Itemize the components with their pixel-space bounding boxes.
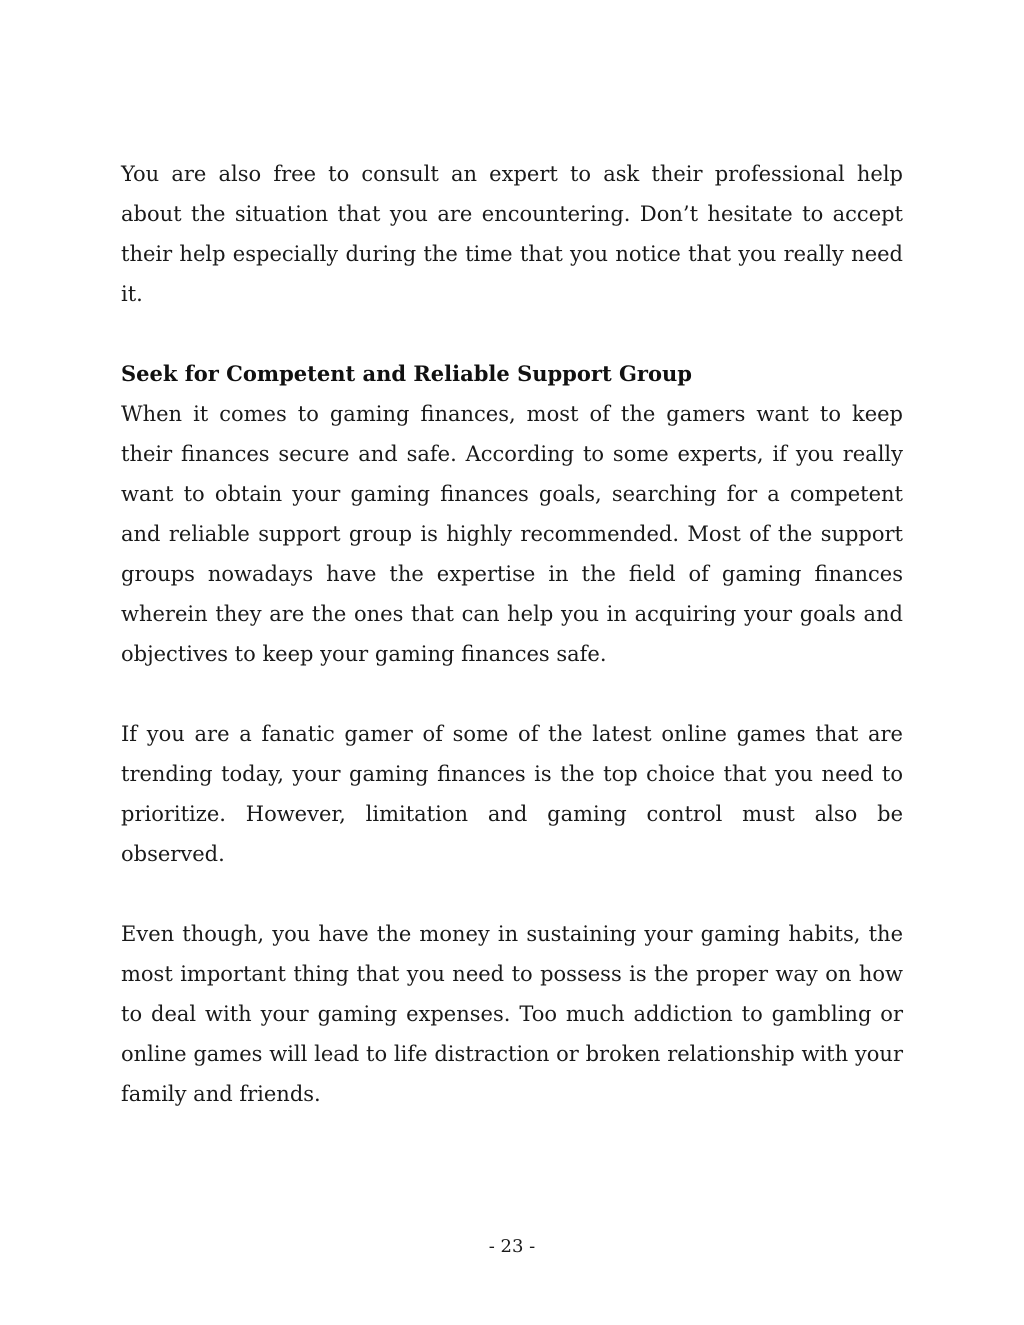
intro-paragraph: You are also free to consult an expert to ask their professional help about the situation that you are encountering. Don’t hesitate to accept their help especially during the time that you notice that you really need it. [121,162,903,306]
page-number: - 23 - [488,1236,536,1257]
fanatic-gamer-paragraph: If you are a fanatic gamer of some of the latest online games that are trending today, your gaming finances is the top choice that you need to prioritize. However, limitation and gaming control must also be observed. [121,722,903,866]
section-heading: Seek for Competent and Reliable Support Group [121,361,692,386]
document-body [121,154,903,1114]
paragraph-spacer [121,314,903,354]
gaming-expenses-paragraph: Even though, you have the money in sustaining your gaming habits, the most important thing that you need to possess is the proper way on how to deal with your gaming expenses. Too much addiction to gambling or online games will lead to life distraction or broken relationship with your family and friends. [121,922,903,1106]
paragraph-spacer [121,674,903,714]
support-group-paragraph: When it comes to gaming finances, most of the gamers want to keep their finances secure and safe. According to some experts, if you really want to obtain your gaming finances goals, searching for a competent and reliable support group is highly recommended. Most of the support groups nowadays have the expertise in the field of gaming finances wherein they are the ones that can help you in acquiring your goals and objectives to keep your gaming finances safe. [121,402,903,666]
paragraph-spacer [121,874,903,914]
